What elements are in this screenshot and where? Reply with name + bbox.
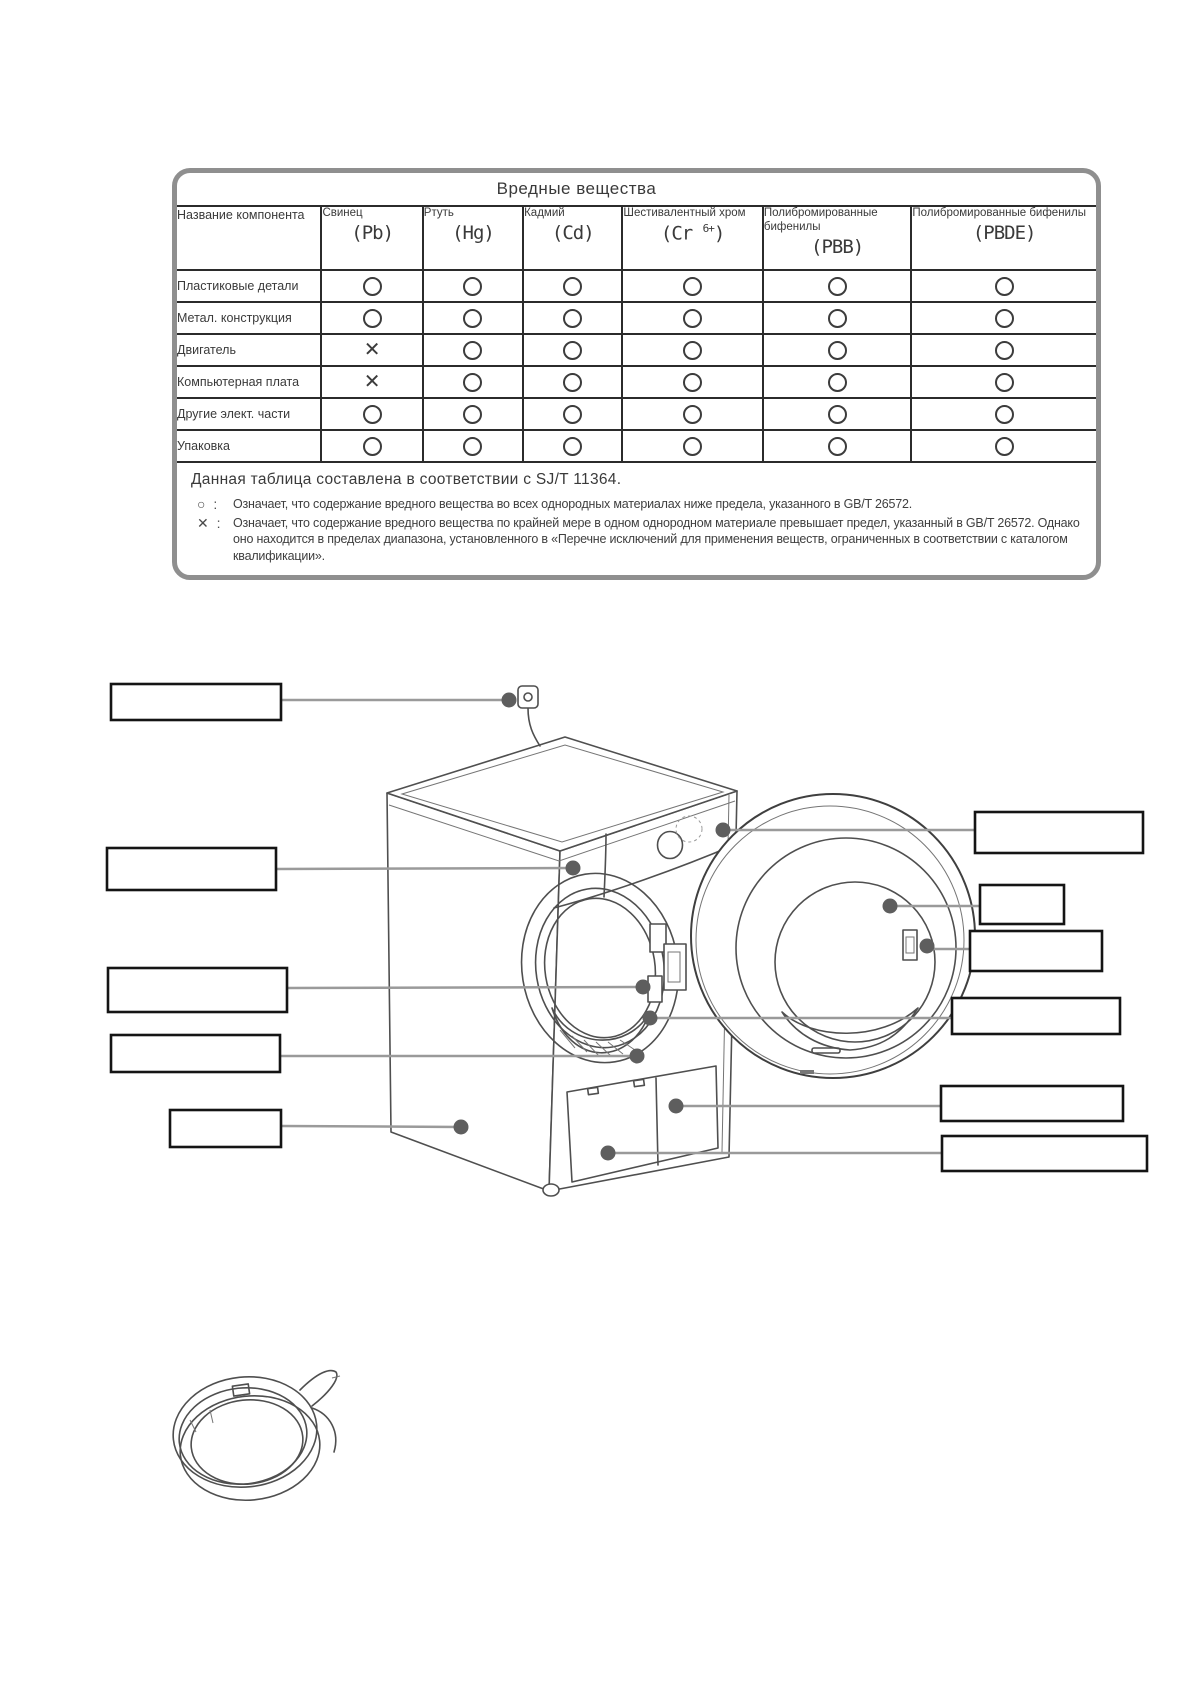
door-mark: [800, 1070, 814, 1074]
substance-formula: (Cd): [551, 221, 594, 244]
callout-dot-control-panel: [716, 823, 731, 838]
callout-dot-drum: [636, 980, 651, 995]
callout-dot-side-panel: [454, 1120, 469, 1135]
table-row: [177, 366, 1096, 398]
power-cord: [528, 708, 540, 746]
circle-symbol: [828, 341, 847, 360]
substance-presence-cell: [763, 270, 911, 302]
substance-presence-cell: [523, 366, 622, 398]
circle-symbol: [363, 277, 382, 296]
substance-presence-cell: [763, 334, 911, 366]
substance-presence-cell: [622, 430, 762, 461]
circle-symbol: [995, 437, 1014, 456]
table-row: [177, 302, 1096, 334]
substance-presence-cell: [622, 270, 762, 302]
callout-box-right-2: [980, 885, 1064, 924]
substance-presence-cell: [622, 366, 762, 398]
substance-column-header: [523, 207, 622, 270]
substance-column-header: [763, 207, 911, 270]
dryer-drawing: [387, 686, 975, 1196]
table-row: [177, 334, 1096, 366]
callout-dot-fluff-filter: [643, 1011, 658, 1026]
table-header-row: [177, 207, 1096, 270]
substance-presence-cell: [622, 398, 762, 430]
circle-symbol: [363, 405, 382, 424]
substance-presence-cell: [911, 270, 1096, 302]
substance-formula: (Hg): [452, 221, 494, 244]
hazardous-substances-table: [172, 168, 1101, 580]
callout-line-drum: [287, 987, 643, 988]
drain-hose-coil: [168, 1370, 340, 1507]
callout-box-right-4: [952, 998, 1120, 1034]
circle-symbol: [828, 405, 847, 424]
circle-symbol: [683, 309, 702, 328]
substance-grid: [177, 207, 1096, 461]
component-name: Метал. конструкция: [177, 302, 321, 334]
substance-presence-cell: [911, 334, 1096, 366]
legend-item: [197, 515, 1082, 565]
substance-presence-cell: [911, 430, 1096, 461]
callout-box-right-1: [975, 812, 1143, 853]
substance-formula: (Pb): [351, 221, 394, 244]
component-name: Двигатель: [177, 334, 321, 366]
substance-presence-cell: [423, 302, 523, 334]
callout-box-right-6: [942, 1136, 1147, 1171]
callout-box-right-5: [941, 1086, 1123, 1121]
substance-presence-cell: [321, 366, 422, 398]
substance-presence-cell: [423, 430, 523, 461]
cross-symbol: ✕: [363, 338, 381, 361]
substance-column-header: [321, 207, 422, 270]
component-column-header: Название компонента: [177, 207, 321, 270]
callout-box-left-5: [170, 1110, 281, 1147]
circle-symbol: [463, 309, 482, 328]
circle-symbol: [683, 437, 702, 456]
callout-box-left-4: [111, 1035, 280, 1072]
callout-box-left-1: [111, 684, 281, 720]
substance-presence-cell: [321, 430, 422, 461]
callout-dot-lower-panel-left: [601, 1146, 616, 1161]
substance-name: Кадмий: [524, 207, 565, 219]
substance-presence-cell: [763, 398, 911, 430]
circle-symbol: [995, 405, 1014, 424]
substance-presence-cell: [423, 270, 523, 302]
substance-presence-cell: [911, 302, 1096, 334]
substance-name: Полибромированные бифенилы: [912, 207, 1086, 219]
table-row: [177, 398, 1096, 430]
circle-symbol: [828, 309, 847, 328]
substance-name: Шестивалентный хром: [623, 207, 746, 219]
callout-line-side-panel: [281, 1126, 461, 1127]
callout-dot-lower-panel-right: [669, 1099, 684, 1114]
power-plug-icon: [518, 686, 538, 708]
substance-presence-cell: [321, 270, 422, 302]
legend-text: Означает, что содержание вредного вещества по крайней мере в одном однородном материале превышает предел, указанный в GB/T 26572. Однако оно находится в пределах диапазона, установленного в «Перечне исключений для применения веществ, ограниченных в соответствии с каталогом квалификации».: [233, 515, 1080, 563]
substance-presence-cell: [523, 270, 622, 302]
legend-list: [189, 496, 1082, 564]
legend-text: Означает, что содержание вредного вещества во всех однородных материалах ниже предела, указанного в GB/T 26572.: [233, 497, 913, 511]
substance-formula: (Cr $^{6+}$): [660, 221, 725, 245]
substance-name: Полибромированные бифенилы: [763, 207, 878, 233]
parts-diagram: [90, 630, 1191, 1520]
substance-presence-cell: [423, 334, 523, 366]
circle-symbol: [683, 277, 702, 296]
callout-dot-filter-housing: [630, 1049, 645, 1064]
callout-box-left-3: [108, 968, 287, 1012]
machine-foot: [543, 1184, 559, 1196]
circle-symbol: [463, 405, 482, 424]
substance-presence-cell: [523, 430, 622, 461]
substance-presence-cell: [321, 334, 422, 366]
substance-presence-cell: [622, 302, 762, 334]
circle-symbol: [995, 309, 1014, 328]
circle-symbol: [683, 405, 702, 424]
substance-presence-cell: [911, 398, 1096, 430]
substance-presence-cell: [321, 302, 422, 334]
circle-symbol: [463, 341, 482, 360]
circle-symbol: [463, 277, 482, 296]
circle-symbol: [683, 341, 702, 360]
substance-presence-cell: [763, 366, 911, 398]
substance-presence-cell: [523, 398, 622, 430]
circle-symbol: [563, 437, 582, 456]
substance-presence-cell: [423, 366, 523, 398]
door-lock-latch: [903, 930, 917, 960]
circle-symbol: [463, 437, 482, 456]
circle-symbol: [828, 277, 847, 296]
substance-formula: (PBB): [811, 235, 864, 258]
legend-item: [197, 496, 1082, 513]
substance-presence-cell: [622, 334, 762, 366]
table-title: Вредные вещества: [177, 173, 1096, 207]
substance-name: Ртуть: [423, 207, 454, 219]
callout-dot-door-lock: [920, 939, 935, 954]
callout-box-right-3: [970, 931, 1102, 971]
substance-presence-cell: [763, 302, 911, 334]
compliance-note: Данная таблица составлена в соответствии с SJ/T 11364.: [191, 471, 622, 488]
callout-line-top-panel: [276, 868, 573, 869]
circle-symbol: [363, 437, 382, 456]
circle-symbol: [563, 341, 582, 360]
legend-marker: ✕ :: [197, 514, 223, 531]
circle-symbol: [995, 277, 1014, 296]
substance-presence-cell: [763, 430, 911, 461]
substance-presence-cell: [423, 398, 523, 430]
component-name: Пластиковые детали: [177, 270, 321, 302]
machine-door: [691, 794, 975, 1078]
circle-symbol: [563, 309, 582, 328]
circle-symbol: [995, 341, 1014, 360]
component-name: Другие элект. части: [177, 398, 321, 430]
substance-presence-cell: [523, 334, 622, 366]
substance-presence-cell: [321, 398, 422, 430]
circle-symbol: [683, 373, 702, 392]
callout-dot-top-panel: [566, 861, 581, 876]
circle-symbol: [563, 373, 582, 392]
circle-symbol: [363, 309, 382, 328]
table-notes: [177, 461, 1096, 575]
circle-symbol: [995, 373, 1014, 392]
substance-column-header: [622, 207, 762, 270]
cross-symbol: ✕: [363, 370, 381, 393]
component-name: Упаковка: [177, 430, 321, 461]
substance-formula: (PBDE): [972, 221, 1036, 244]
table-body: [177, 270, 1096, 461]
substance-presence-cell: [911, 366, 1096, 398]
substance-name: Свинец: [322, 207, 363, 219]
callout-box-left-2: [107, 848, 276, 890]
callout-dot-door: [883, 899, 898, 914]
circle-symbol: [828, 373, 847, 392]
substance-column-header: [911, 207, 1096, 270]
circle-symbol: [563, 405, 582, 424]
circle-symbol: [563, 277, 582, 296]
circle-symbol: [463, 373, 482, 392]
legend-marker: ○ :: [197, 496, 220, 512]
table-row: [177, 270, 1096, 302]
circle-symbol: [828, 437, 847, 456]
table-row: [177, 430, 1096, 461]
substance-presence-cell: [523, 302, 622, 334]
component-name: Компьютерная плата: [177, 366, 321, 398]
substance-column-header: [423, 207, 523, 270]
callout-dot-power-cord: [502, 693, 517, 708]
